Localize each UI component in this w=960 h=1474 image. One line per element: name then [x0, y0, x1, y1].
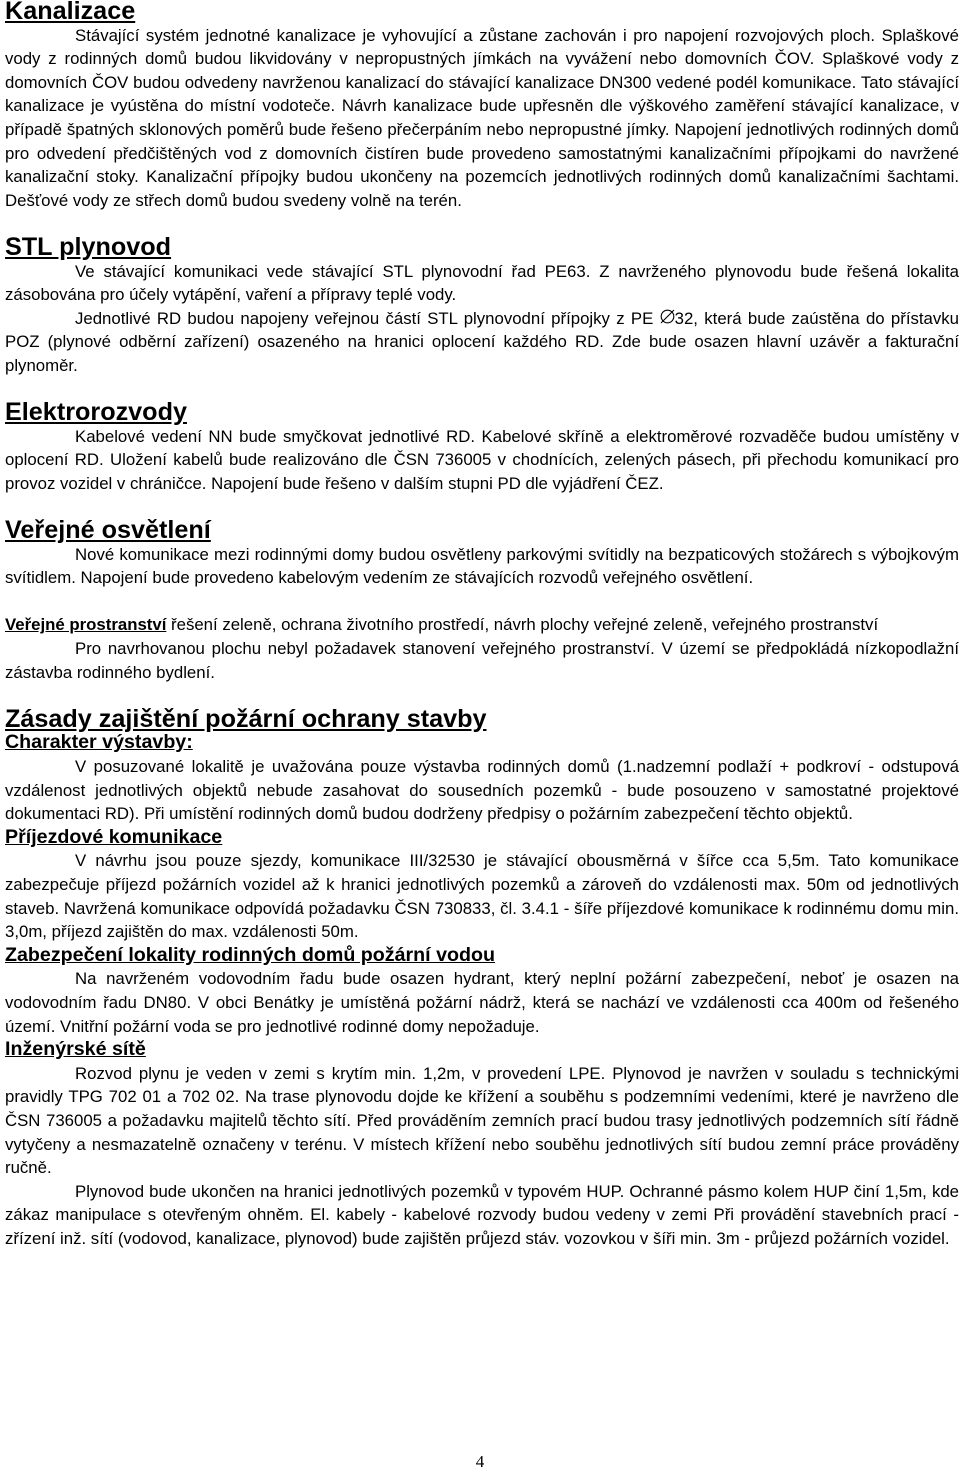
paragraph-elektro: Kabelové vedení NN bude smyčkovat jednotlivé RD. Kabelové skříně a elektroměrové rozvaděče budou umístěny v oplocení RD. Uložení kabelů bude realizováno dle ČSN 736005 v chodnících, zelených pásech, při přechodu komunikací pro provoz vozidel v chráničce. Napojení bude řešeno v dalším stupni PD dle vyjádření ČEZ. — [5, 426, 959, 493]
section-heading-prostranstvi: Veřejné prostranství — [5, 615, 167, 635]
subheading-charakter: Charakter výstavby: — [5, 731, 193, 754]
section-heading-elektro: Elektrorozvody — [5, 398, 187, 427]
paragraph-stl-2 — [5, 307, 959, 378]
subheading-voda: Zabezpečení lokality rodinných domů požární vodou — [5, 943, 495, 966]
diameter-icon — [660, 309, 675, 324]
subheading-site: Inženýrské sítě — [5, 1038, 146, 1061]
paragraph-charakter: V posuzované lokalitě je uvažována pouze výstavba rodinných domů (1.nadzemní podlaží + podkroví - odstupová vzdálenost jednotlivých objektů nebude zasahovat do sousedních pozemků - bude posouzeno v samostatné projektové dokumentaci RD). Při umístění rodinných domů budou dodrženy předpisy o požárním zabezpečení těchto objektů. — [5, 757, 959, 824]
paragraph-prostranstvi: Pro navrhovanou plochu nebyl požadavek stanovení veřejného prostranství. V území se předpokládá nízkopodlažní zástavba rodinného bydlení. — [5, 639, 959, 682]
prostranstvi-heading-line — [5, 613, 959, 637]
text-column — [5, 0, 959, 1250]
paragraph-osvetleni: Nové komunikace mezi rodinnými domy budou osvětleny parkovými svítidly na bezpaticových stožárech s výbojkovým svítidlem. Napojení bude provedeno kabelovým vedením ze stávajících rozvodů veřejného osvětlení. — [5, 544, 959, 588]
section-heading-osvetleni: Veřejné osvětlení — [5, 516, 211, 545]
prostranstvi-heading-rest: řešení zeleně, ochrana životního prostředí, návrh plochy veřejné zeleně, veřejného prostranství — [166, 615, 879, 635]
subheading-prijezd: Příjezdové komunikace — [5, 825, 223, 848]
stl-text-after: 32, která bude zaústěna do přístavku POZ (plynové odběrní zařízení) osazeného na hranici oplocení každého RD. Zde bude osazen hlavní uzávěr a fakturační plynoměr. — [5, 308, 960, 375]
page-number: 4 — [475, 1452, 485, 1471]
paragraph-voda: Na navrženém vodovodním řadu bude osazen hydrant, který neplní požární zabezpečení, neboť je osazen na vodovodním řadu DN80. V obci Benátky je umístěná požární nádrž, která se nachází ve vzdálenosti cca 400m od řešeného území. Vnitřní požární voda se pro jednotlivé rodinné domy nepožaduje. — [5, 969, 959, 1036]
paragraph-site-1: Rozvod plynu je veden v zemi s krytím min. 1,2m, v provedení LPE. Plynovod je navržen v souladu s technickými pravidly TPG 702 01 a 702 02. Na trase plynovodu dojde ke křížení a souběhu s podzemními vedeními, které je navrženo dle ČSN 736005 a požadavku majitelů těchto sítí. Před prováděním zemních prací budou trasy jednotlivých podzemních sítí řádně vytyčeny a nesmazatelně označeny v terénu. V místech křížení nebo souběhu jednotlivých sítí budou zemní práce prováděny ručně. — [5, 1063, 959, 1178]
paragraph-stl-1: Ve stávající komunikaci vede stávající STL plynovodní řad PE63. Z navrženého plynovodu bude řešená lokalita zásobována pro účely vytápění, vaření a přípravy teplé vody. — [5, 261, 959, 305]
section-heading-pozar: Zásady zajištění požární ochrany stavby — [5, 704, 487, 733]
paragraph-kanalizace: Stávající systém jednotné kanalizace je vyhovující a zůstane zachován i pro napojení rozvojových ploch. Splaškové vody z rodinných domů budou likvidovány v nepropustných jímkách na vyvážení nebo domovních ČOV. Splaškové vody z domovních ČOV budou odvedeny navrženou kanalizací do stávající kanalizace DN300 vedené podél komunikace. Tato stávající kanalizace je vyústěna do místní vodoteče. Návrh kanalizace bude upřesněn dle výškového zaměření stávající kanalizace, v případě špatných sklonových poměrů bude řešeno přečerpáním nebo nepropustné jímky. Napojení jednotlivých rodinných domů pro odvedení předčištěných vod z domovních čistíren bude provedeno samostatnými kanalizačními přípojkami do navržené kanalizační stoky. Kanalizační přípojky budou ukončeny na pozemcích jednotlivých rodinných domů kanalizačními šachtami. Dešťové vody ze střech domů budou svedeny volně na terén. — [5, 25, 959, 210]
paragraph-site-2: Plynovod bude ukončen na hranici jednotlivých pozemků v typovém HUP. Ochranné pásmo kolem HUP činí 1,5m, kde zákaz manipulace s otevřeným ohněm. El. kabely - kabelové rozvody budou vedeny v zemi Při provádění stavebních prací - zřízení inž. sítí (vodovod, kanalizace, plynovod) bude zajištěn průjezd stáv. vozovkou v šíři min. 3m - průjezd požárních vozidel. — [5, 1181, 959, 1248]
section-heading-stl: STL plynovod — [5, 232, 172, 261]
paragraph-prijezd: V návrhu jsou pouze sjezdy, komunikace III/32530 je stávající obousměrná v šířce cca 5,5m. Tato komunikace zabezpečuje příjezd požárních vozidel až k hranici jednotlivých pozemků a zároveň do vzdálenosti max. 50m od jednotlivých staveb. Navržená komunikace odpovídá požadavku ČSN 730833, čl. 3.4.1 - šíře příjezdové komunikace k rodinnému domu min. 3,0m, příjezd zajištěn do max. vzdálenosti 50m. — [5, 851, 959, 942]
section-heading-kanalizace: Kanalizace — [5, 0, 136, 25]
stl-text-before: Jednotlivé RD budou napojeny veřejnou částí STL plynovodní přípojky z PE — [75, 308, 660, 328]
